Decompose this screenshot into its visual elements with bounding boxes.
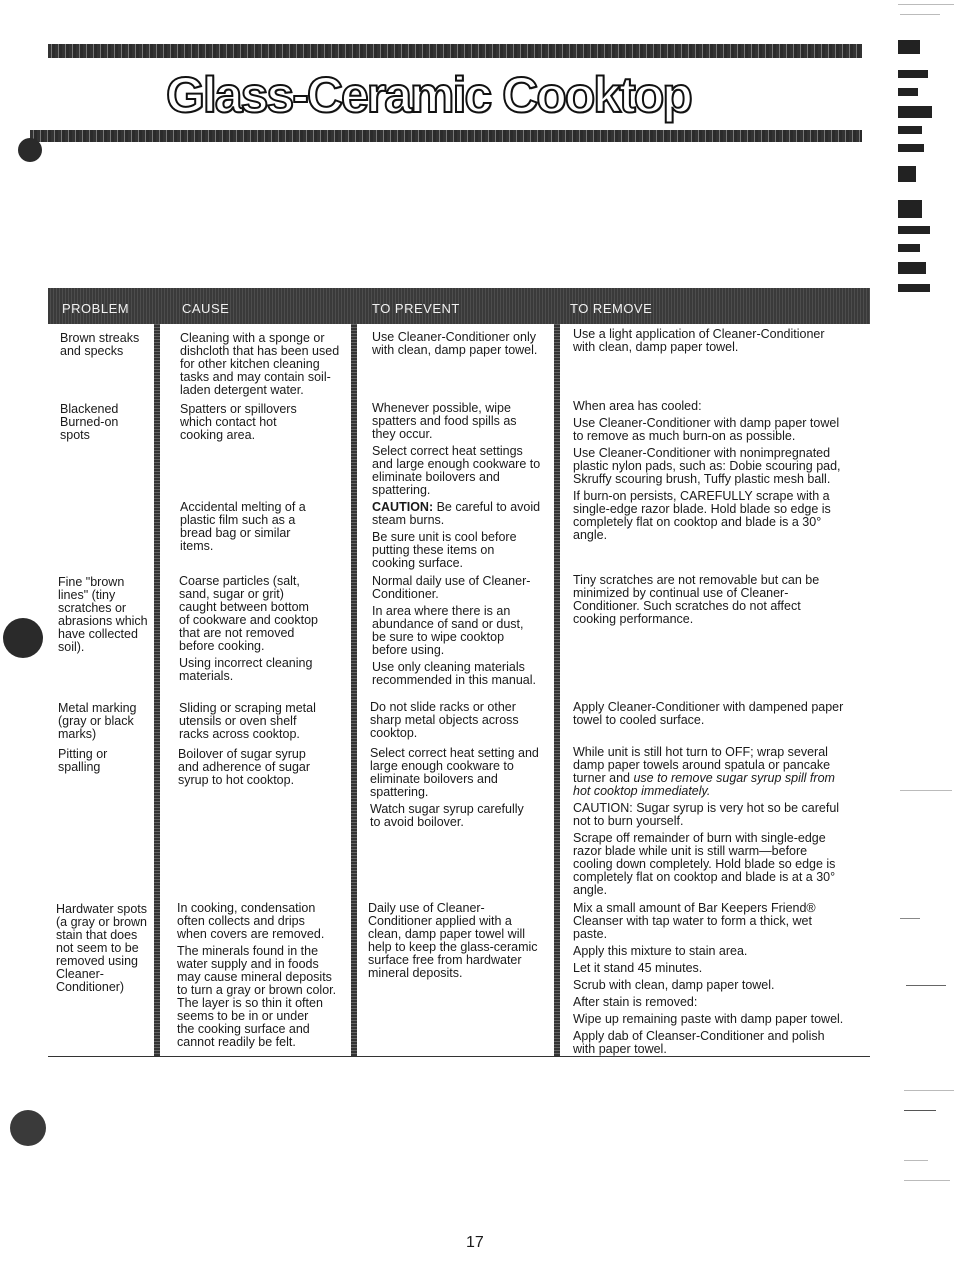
row-pitting-remove: While unit is still hot turn to OFF; wrap several damp paper towels around spatula or pancake turner and use to remove sugar syrup spill from hot cooktop immediately. CAUTION: Sugar syrup is very hot so be careful not to burn yourself. Scrape off remainder of burn with single-edge razor blade while unit is still warm—before cooling down completely. Hold blade so edge is completely flat on cooktop and blade is at a 30° angle. xyxy=(573,745,840,897)
row-fine-brown-lines-problem: Fine "brown lines" (tiny scratches or abrasions which have collected soil). xyxy=(58,575,148,654)
header-cause: CAUSE xyxy=(182,301,230,316)
cleaning-troubleshooting-table xyxy=(48,288,870,1056)
page-edge-index-tabs xyxy=(898,40,938,300)
binder-hole-icon xyxy=(3,618,43,658)
row-blackened-cause: Spatters or spillovers which contact hot cooking area. xyxy=(180,402,297,442)
row-hardwater-prevent: Daily use of Cleaner- Conditioner applied with a clean, damp paper towel will help to keep the glass-ceramic surface free from hardwater mineral deposits. xyxy=(368,901,538,980)
row-fine-brown-lines-remove: Tiny scratches are not removable but can be minimized by continual use of Cleaner- Conditioner. Such scratches do not affect cooking performance. xyxy=(573,573,820,626)
row-metal-marking-problem: Metal marking (gray or black marks) xyxy=(58,701,137,741)
page-title: Glass-Ceramic Cooktop xyxy=(166,67,691,123)
row-pitting-cause: Boilover of sugar syrup and adherence of sugar syrup to hot cooktop. xyxy=(178,747,311,787)
row-metal-marking-prevent: Do not slide racks or other sharp metal objects across cooktop. xyxy=(370,700,519,740)
row-hardwater-remove: Mix a small amount of Bar Keepers Friend® Cleanser with tap water to form a thick, wet paste. Apply this mixture to stain area. Let it stand 45 minutes. Scrub with clean, damp paper towel. After stain is removed: Wipe up remaining paste with damp paper towel. Apply dab of Cleanser-Conditioner and polish with paper towel. xyxy=(573,901,844,1056)
header-to-remove: TO REMOVE xyxy=(570,301,653,316)
row-blackened-problem: Blackened Burned-on spots xyxy=(60,402,119,442)
row-metal-marking-cause: Sliding or scraping metal utensils or oven shelf racks across cooktop. xyxy=(179,701,316,741)
row-blackened-remove: When area has cooled: Use Cleaner-Conditioner with damp paper towel to remove as much burn-on as possible. Use Cleaner-Conditioner with nonimpregnated plastic nylon pads, such as: Dobie scouring pad, Skruffy scouring brush, Tuffy plastic mesh ball. If burn-on persists, CAREFULLY scrape with a single-edge razor blade. Hold blade so edge is completely flat on cooktop and blade is a 30° angle. xyxy=(573,399,841,542)
header-problem: PROBLEM xyxy=(62,301,130,316)
row-fine-brown-lines-prevent: Normal daily use of Cleaner- Conditioner. In area where there is an abundance of sand or dust, be sure to wipe cooktop before using. Use only cleaning materials recommended in this manual. xyxy=(372,574,536,687)
row-blackened-cause-2: Accidental melting of a plastic film such as a bread bag or similar items. xyxy=(180,500,306,553)
table-header-row xyxy=(48,288,870,324)
header-to-prevent: TO PREVENT xyxy=(372,301,460,316)
row-brown-streaks-prevent: Use Cleaner-Conditioner only with clean, damp paper towel. xyxy=(372,330,538,357)
header-underline-bar xyxy=(30,130,862,142)
row-hardwater-problem: Hardwater spots (a gray or brown stain that does not seem to be removed using Cleaner- Conditioner) xyxy=(56,902,148,994)
header-decorative-bar xyxy=(48,44,862,58)
column-divider xyxy=(154,324,160,1056)
row-metal-marking-remove: Apply Cleaner-Conditioner with dampened paper towel to cooled surface. xyxy=(573,700,844,727)
row-hardwater-cause: In cooking, condensation often collects and drips when covers are removed. The minerals found in the water supply and in foods may cause mineral deposits to turn a gray or brown color. The layer is so thin it often seems to be in or under the cooking surface and cannot readily be felt. xyxy=(177,901,337,1049)
row-brown-streaks-remove: Use a light application of Cleaner-Conditioner with clean, damp paper towel. xyxy=(573,327,825,354)
row-pitting-prevent: Select correct heat setting and large enough cookware to eliminate boilovers and spattering. Watch sugar syrup carefully to avoid boilover. xyxy=(370,746,539,829)
row-brown-streaks-cause: Cleaning with a sponge or dishcloth that has been used for other kitchen cleaning tasks and may contain soil- laden detergent water. xyxy=(180,331,340,397)
binder-hole-icon xyxy=(18,138,42,162)
row-fine-brown-lines-cause: Coarse particles (salt, sand, sugar or grit) caught between bottom of cookware and cooktop that are not removed before cooking. Using incorrect cleaning materials. xyxy=(179,574,318,683)
page-number: 17 xyxy=(466,1234,484,1251)
row-blackened-prevent: Whenever possible, wipe spatters and food spills as they occur. Select correct heat settings and large enough cookware to eliminate boilovers and spattering. CAUTION: Be careful to avoid steam burns. Be sure unit is cool before putting these items on cooking surface. xyxy=(372,401,541,570)
binder-hole-icon xyxy=(10,1110,46,1146)
row-brown-streaks-problem: Brown streaks and specks xyxy=(60,331,140,358)
column-divider xyxy=(554,324,560,1056)
row-pitting-problem: Pitting or spalling xyxy=(58,747,108,774)
